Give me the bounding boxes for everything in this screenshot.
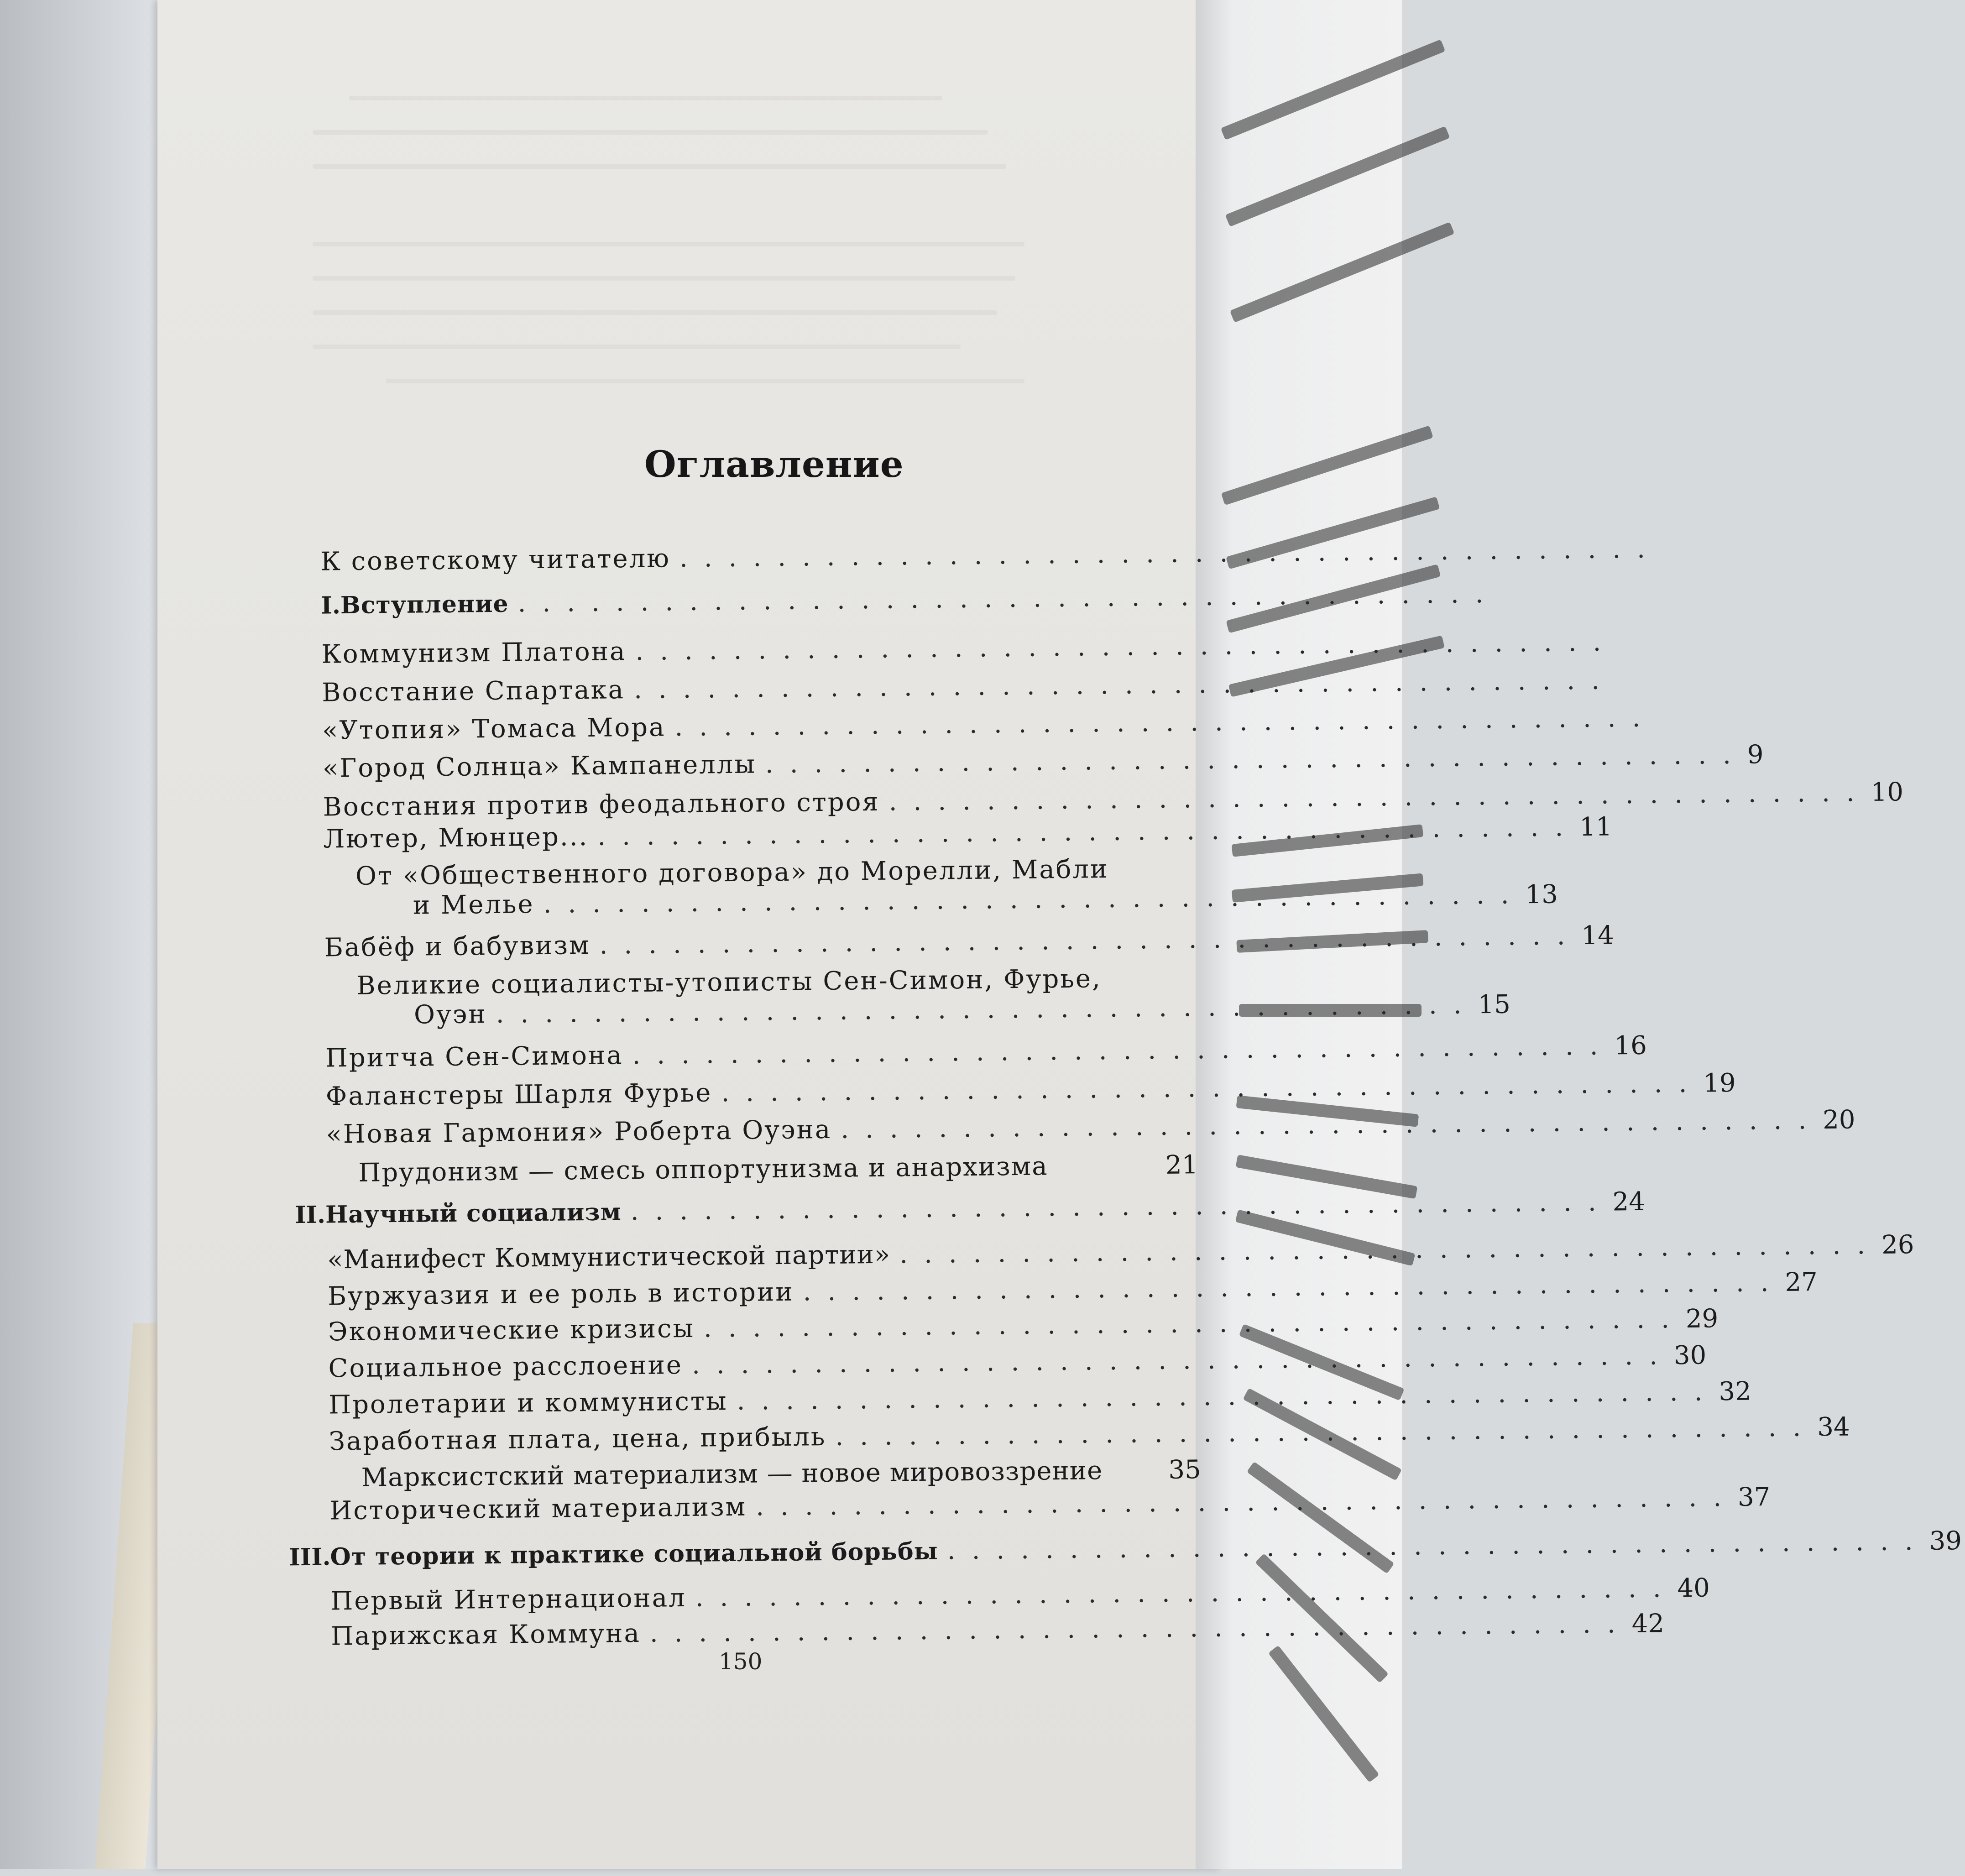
toc-entry-title: Лютер, Мюнцер... (323, 821, 589, 854)
toc-entry (329, 1455, 1202, 1493)
toc-entry-title: Парижская Коммуна (330, 1618, 641, 1651)
leader-dots: ........................................ (737, 1377, 1719, 1416)
toc-page-number: 26 (1881, 1230, 1914, 1260)
toc-page-number: 32 (1719, 1376, 1752, 1407)
leader-dots: ........................................ (835, 1412, 1818, 1452)
toc-entry (325, 1030, 1647, 1073)
toc-entry (329, 1412, 1850, 1457)
toc-entry-title: и Мелье (413, 889, 534, 920)
leader-dots: ........................................ (517, 579, 1500, 618)
page-title: Оглавление (644, 443, 904, 486)
toc-page-number: 9 (1747, 740, 1764, 770)
toc-page-number: 13 (1525, 879, 1558, 910)
toc-entry-title: Прудонизм — смесь оппортунизма и анархизма (358, 1151, 1048, 1188)
toc-entry-title: Восстание Спартака (322, 675, 625, 708)
leader-dots: ........................................ (695, 1573, 1678, 1613)
toc-entry-title: Заработная плата, цена, прибыль (329, 1422, 826, 1457)
toc-entry (329, 1482, 1771, 1526)
toc-page-number: 42 (1631, 1609, 1665, 1639)
toc-entry-title: Пролетарии и коммунисты (329, 1386, 728, 1420)
toc-page-number: 34 (1817, 1412, 1850, 1442)
toc-entry-title: Марксистский материализм — новое мировоззрение (361, 1456, 1103, 1493)
toc-page-number: 39 (1929, 1526, 1962, 1556)
page-number: 150 (719, 1648, 763, 1675)
toc-entry-title: Великие социалисты-утописты Сен-Симон, Фурье, (356, 964, 1102, 1001)
toc-entry (327, 1267, 1818, 1312)
toc-entry (321, 627, 1618, 669)
toc-page-number: 27 (1785, 1267, 1818, 1297)
toc-entry-title: Вступление (340, 590, 509, 620)
leader-dots: ........................................ (632, 1031, 1615, 1071)
leader-dots: ........................................ (888, 777, 1871, 817)
toc-entry-title: Социальное расслоение (328, 1350, 683, 1384)
toc-section-number (325, 994, 357, 995)
toc-page-number: 20 (1822, 1105, 1855, 1135)
toc-section-entry (295, 1186, 1646, 1229)
leader-dots: ........................................ (679, 534, 1662, 574)
leader-dots: ........................................ (947, 1526, 1929, 1566)
toc-entry-title: Первый Интернационал (330, 1583, 686, 1616)
toc-entry (326, 1105, 1855, 1150)
toc-entry (327, 1230, 1914, 1275)
toc-section-number (329, 1486, 361, 1487)
leader-dots: ........................................ (496, 990, 1478, 1029)
toc-entry (326, 1150, 1198, 1188)
leader-dots: ........................................ (597, 812, 1580, 852)
leader-dots: ........................................ (703, 1304, 1686, 1343)
leader-dots: ........................................ (765, 740, 1748, 779)
toc-entry-title: Бабёф и бабувизм (324, 930, 591, 963)
toc-entry (322, 665, 1616, 708)
toc-page-number: 35 (1168, 1455, 1202, 1485)
toc-section-number: III. (289, 1543, 331, 1572)
toc-entry (322, 703, 1657, 746)
leader-dots: ........................................ (721, 1068, 1704, 1108)
toc-entry-title: Фаланстеры Шарля Фурье (325, 1078, 712, 1112)
toc-entry (328, 1304, 1719, 1347)
leader-dots: ........................................ (599, 921, 1582, 960)
toc-page-number: 40 (1677, 1573, 1710, 1604)
leader-dots: ........................................ (840, 1105, 1823, 1144)
toc-page-number: 14 (1581, 920, 1615, 951)
toc-entry-title: Научный социализм (325, 1198, 622, 1229)
toc-entry-title: «Город Солнца» Кампанеллы (322, 749, 757, 784)
leader-dots: ........................................ (899, 1230, 1882, 1270)
toc-section-number (327, 1181, 359, 1182)
toc-entry-title: Восстания против феодального строя (323, 787, 880, 822)
toc-page-number: 10 (1871, 777, 1904, 807)
toc-entry-title: От «Общественного договора» до Морелли, Мабли (355, 854, 1109, 891)
toc-entry-title: Экономические кризисы (328, 1313, 695, 1347)
leader-dots: ........................................ (649, 1609, 1632, 1648)
leader-dots: ........................................ (543, 880, 1526, 919)
toc-page-number (1108, 877, 1150, 878)
toc-entry-title: К советскому читателю (320, 543, 671, 577)
leader-dots: ........................................ (691, 1341, 1674, 1380)
toc-entry-title: Оуэн (413, 999, 487, 1030)
toc-entry (320, 534, 1662, 577)
toc-entry-title: Исторический материализм (329, 1492, 747, 1526)
leader-dots: ........................................ (635, 627, 1618, 666)
leader-dots: ........................................ (803, 1267, 1785, 1307)
toc-entry (324, 920, 1615, 963)
toc-entry-title: Буржуазия и ее роль в истории (327, 1277, 794, 1312)
toc-entry (323, 812, 1612, 854)
toc-page-number: 37 (1737, 1482, 1771, 1512)
toc-page-number: 24 (1612, 1186, 1646, 1217)
toc-page-number: 29 (1685, 1304, 1719, 1334)
toc-entry-title: «Утопия» Томаса Мора (322, 712, 666, 746)
toc-section-number: I. (321, 591, 341, 620)
toc-entry (328, 1340, 1707, 1384)
toc-page-number: 19 (1703, 1068, 1736, 1098)
toc-entry (323, 777, 1904, 822)
toc-section-number: II. (295, 1201, 326, 1229)
toc-entry-title: Коммунизм Платона (321, 637, 627, 669)
toc-entry (329, 1376, 1752, 1420)
toc-entry (330, 1573, 1710, 1616)
toc-entry (325, 1068, 1736, 1112)
leader-dots: ........................................ (674, 703, 1657, 742)
toc-page-number: 15 (1478, 989, 1511, 1020)
toc-section-entry (321, 579, 1500, 620)
toc-entry-title: «Манифест Коммунистической партии» (327, 1239, 891, 1275)
toc-entry (330, 1609, 1665, 1651)
toc-page-number: 11 (1579, 812, 1612, 842)
toc-page-number: 30 (1673, 1340, 1707, 1371)
leader-dots: ........................................ (630, 1187, 1613, 1227)
toc-entry-title: «Новая Гармония» Роберта Оуэна (326, 1114, 832, 1150)
toc-section-entry (289, 1526, 1962, 1572)
toc-entry (322, 740, 1764, 784)
toc-entry-title: Притча Сен-Симона (325, 1040, 623, 1073)
toc-entry-title: От теории к практике социальной борьбы (330, 1537, 939, 1571)
leader-dots: ........................................ (755, 1482, 1738, 1522)
leader-dots: ........................................ (633, 665, 1616, 705)
toc-page-number: 16 (1614, 1030, 1647, 1061)
toc-page-number: 21 (1165, 1150, 1198, 1180)
